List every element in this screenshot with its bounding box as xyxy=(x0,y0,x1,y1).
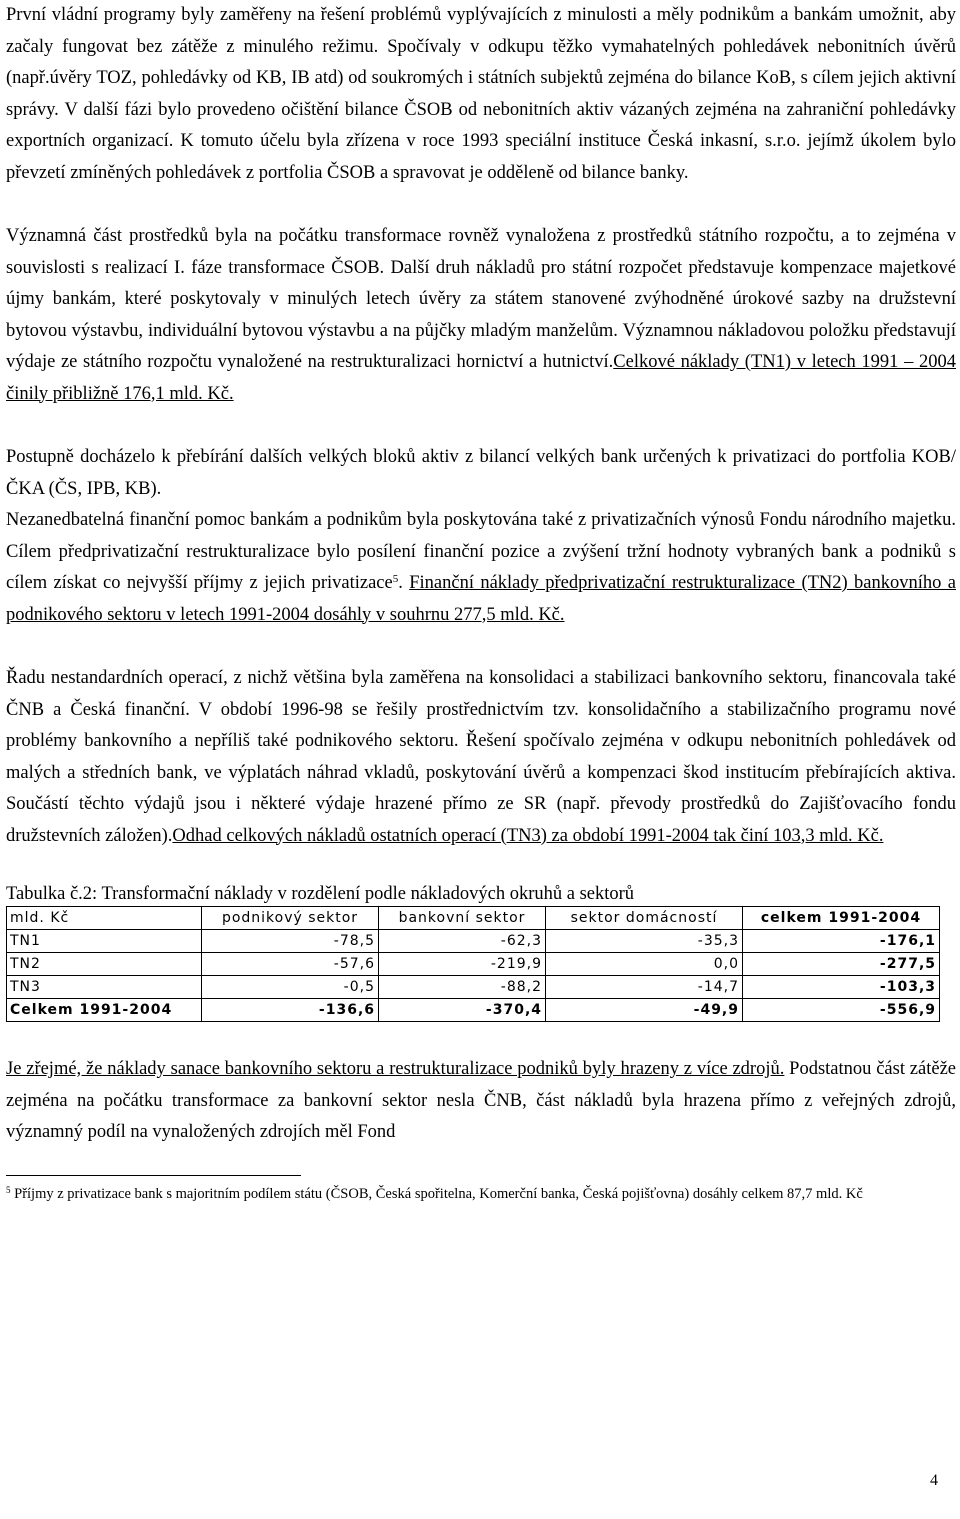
table-cell: -103,3 xyxy=(743,976,940,999)
paragraph-1-text: První vládní programy byly zaměřeny na řešení problémů vyplývajících z minulosti a měly podnikům a bankám umožnit, aby začaly fungovat bez zátěže z minulého režimu. Spočívaly v odkupu těžko vymahatelných pohledávek nebonitních úvěrů (např.úvěry TOZ, pohledávky od KB, IB atd) od soukromých i státních subjektů zejména do bilance KoB, s cílem jejich aktivní správy. V další fázi bylo provedeno očištění bilance ČSOB od nebonitních aktiv vázaných zejména na zahraniční pohledávky exportních organizací. K tomuto účelu byla zřízena v roce 1993 speciální instituce Česká inkasní, s.r.o. jejímž úkolem bylo převzetí zmíněných pohledávek z portfolia ČSOB a spravovat je odděleně od bilance banky. xyxy=(6,5,956,183)
paragraph-4-text: Nezanedbatelná finanční pomoc bankám a podnikům byla poskytována také z privatizačních výnosů Fondu národního majetku. Cílem předprivatizační restrukturalizace bylo posílení finanční pozice a zvýšení tržní hodnoty vybraných bank a podniků s cílem získat co nejvyšší příjmy z jejich privatizace xyxy=(6,510,956,593)
table-caption: Tabulka č.2: Transformační náklady v rozdělení podle nákladových okruhů a sektorů xyxy=(6,884,635,904)
table-cell: -35,3 xyxy=(546,930,743,953)
table-row xyxy=(7,976,940,999)
table-cell: -556,9 xyxy=(743,999,940,1022)
table-cell: -176,1 xyxy=(743,930,940,953)
table-header-cell: sektor domácností xyxy=(546,907,743,930)
table-cell: -0,5 xyxy=(202,976,379,999)
table-cell: TN2 xyxy=(7,953,202,976)
paragraph-5-text: Řadu nestandardních operací, z nichž většina byla zaměřena na konsolidaci a stabilizaci bankovního sektoru, financovala také ČNB a Česká finanční. V období 1996-98 se řešily prostřednictvím tzv. konsolidačního a stabilizačního programu nové problémy bankovního a nepříliš také podnikového sektoru. Řešení spočívalo zejména v odkupu nebonitních pohledávek od malých a středních bank, ve výplatách náhrad vkladů, poskytování úvěrů a kompenzaci škod institucím přebírajících aktiva. Součástí těchto výdajů jsou i některé výdaje hrazené přímo ze SR (např. převody prostředků do Zajišťovacího fondu družstevních záložen). xyxy=(6,668,956,846)
table-row xyxy=(7,930,940,953)
footnote-ref: 5 xyxy=(392,573,399,585)
table-header-cell: bankovní sektor xyxy=(379,907,546,930)
paragraph-5 xyxy=(6,663,956,852)
paragraph-6-underlined: Je zřejmé, že náklady sanace bankovního sektoru a restrukturalizace podniků byly hrazeny z více zdrojů. xyxy=(6,1059,785,1079)
table-cell: -136,6 xyxy=(202,999,379,1022)
footnote xyxy=(6,1184,956,1204)
table-cell: Celkem 1991-2004 xyxy=(7,999,202,1022)
table-cell: -49,9 xyxy=(546,999,743,1022)
footnote-text: Příjmy z privatizace bank s majoritním podílem státu (ČSOB, Česká spořitelna, Komerční banka, Česká pojišťovna) dosáhly celkem 87,7 mld. Kč xyxy=(10,1185,863,1202)
paragraph-4-underlined: Finanční náklady předprivatizační restrukturalizace (TN2) bankovního a podnikového sektoru v letech 1991-2004 dosáhly v souhrnu 277,5 mld. Kč. xyxy=(6,573,956,625)
table-header-row xyxy=(7,907,940,930)
table-cell: -62,3 xyxy=(379,930,546,953)
paragraph-1 xyxy=(6,0,956,189)
table-row xyxy=(7,953,940,976)
transformation-costs-table xyxy=(6,906,940,1022)
paragraph-3-text: Postupně docházelo k přebírání dalších velkých bloků aktiv z bilancí velkých bank určených k privatizaci do portfolia KOB/ČKA (ČS, IPB, KB). xyxy=(6,447,956,499)
footnote-mark: 5 xyxy=(6,1184,11,1195)
table-cell: -78,5 xyxy=(202,930,379,953)
paragraph-2-underlined: Celkové náklady (TN1) v letech 1991 – 2004 činily přibližně 176,1 mld. Kč. xyxy=(6,352,956,404)
table-cell: -57,6 xyxy=(202,953,379,976)
paragraph-4 xyxy=(6,505,956,631)
document-page xyxy=(6,0,956,1204)
paragraph-4-end: . xyxy=(398,573,403,593)
table-cell: 0,0 xyxy=(546,953,743,976)
table-cell: -277,5 xyxy=(743,953,940,976)
paragraph-3 xyxy=(6,442,956,505)
table-header-cell: podnikový sektor xyxy=(202,907,379,930)
paragraph-6-text: Podstatnou část zátěže zejména na počátku transformace za bankovní sektor nesla ČNB, část nákladů byla hrazena přímo z veřejných zdrojů, významný podíl na vynaložených zdrojích měl Fond xyxy=(6,1059,957,1142)
page-number: 4 xyxy=(930,1472,938,1489)
table-cell: TN3 xyxy=(7,976,202,999)
table-cell: TN1 xyxy=(7,930,202,953)
table-cell: -370,4 xyxy=(379,999,546,1022)
paragraph-5-underlined: Odhad celkových nákladů ostatních operací (TN3) za období 1991-2004 tak činí 103,3 mld. Kč. xyxy=(172,825,884,846)
footnote-separator xyxy=(6,1175,301,1176)
table-cell: -88,2 xyxy=(379,976,546,999)
paragraph-2-text: Významná část prostředků byla na počátku transformace rovněž vynaložena z prostředků státního rozpočtu, a to zejména v souvislosti s realizací I. fáze transformace ČSOB. Další druh nákladů pro státní rozpočet představuje kompenzace majetkové újmy bankám, které poskytovaly v minulých letech úvěry za státem stanovené zvýhodněné úrokové sazby na družstevní bytovou výstavbu, individuální bytovou výstavbu a na půjčky mladým manželům. Významnou nákladovou položku představují výdaje ze státního rozpočtu vynaložené na restrukturalizaci hornictví a hutnictví. xyxy=(6,226,956,372)
table-total-row xyxy=(7,999,940,1022)
paragraph-2 xyxy=(6,221,956,410)
table-cell: -14,7 xyxy=(546,976,743,999)
table-header-cell: celkem 1991-2004 xyxy=(743,907,940,930)
table-cell: -219,9 xyxy=(379,953,546,976)
table-header-cell: mld. Kč xyxy=(7,907,202,930)
paragraph-6 xyxy=(6,1054,956,1149)
